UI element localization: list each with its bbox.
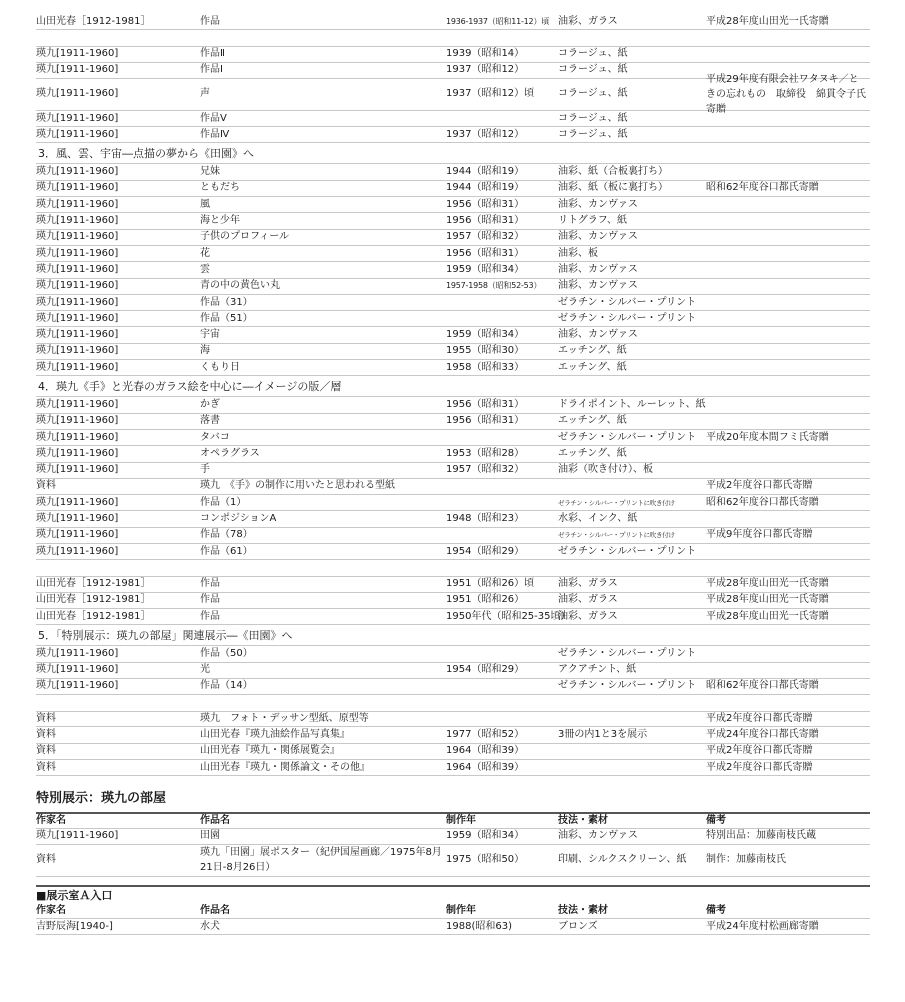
title-cell: 山田光春『瑛九・関係展覧会』 <box>200 745 340 757</box>
title-cell: くもり日 <box>200 361 240 373</box>
title-cell: 作品（50） <box>200 647 253 659</box>
year-cell: 1957（昭和32） <box>446 464 525 476</box>
artist-cell: 瑛九[1911-1960] <box>36 647 119 659</box>
title-cell: 海 <box>200 345 210 357</box>
artist-cell: 山田光春［1912-1981］ <box>36 15 151 27</box>
title-cell: 山田光春『瑛九油絵作品写真集』 <box>200 729 350 741</box>
header-medium-cell: 技法・素材 <box>558 904 608 916</box>
year-cell: 1956（昭和31） <box>446 247 525 259</box>
group-section-5 <box>36 646 870 695</box>
note-cell: 平成20年度本間フミ氏寄贈 <box>706 431 829 443</box>
artist-cell: 瑛九[1911-1960] <box>36 398 119 410</box>
title-cell: かぎ <box>200 398 220 410</box>
title-cell: 瑛九 《手》の制作に用いたと思われる型紙 <box>200 480 395 492</box>
year-cell: 1944（昭和19） <box>446 166 525 178</box>
title-cell: 花 <box>200 247 210 259</box>
artist-cell: 瑛九[1911-1960] <box>36 361 119 373</box>
title-cell: 手 <box>200 464 210 476</box>
artist-cell: 資料 <box>36 745 56 757</box>
year-cell: 1936-1937（昭和11-12）頃 <box>446 16 550 26</box>
year-cell: 1988(昭和63) <box>446 920 512 932</box>
table-row <box>36 279 870 295</box>
title-cell: 作品（14） <box>200 680 253 692</box>
medium-cell: 油彩、カンヴァス <box>558 830 638 842</box>
note-cell: 平成2年度谷口都氏寄贈 <box>706 713 813 725</box>
note-cell: 平成28年度山田光一氏寄贈 <box>706 578 829 590</box>
table-row <box>36 46 870 62</box>
artist-cell: 資料 <box>36 729 56 741</box>
medium-cell: ドライポイント、ルーレット、紙 <box>558 398 706 410</box>
table-row <box>36 164 870 180</box>
artist-cell: 瑛九[1911-1960] <box>36 329 119 341</box>
entrance-table-header <box>36 903 870 919</box>
table-row <box>36 576 870 592</box>
title-cell: 作品（61） <box>200 545 253 557</box>
table-row <box>36 213 870 229</box>
year-cell: 1951（昭和26）頃 <box>446 578 535 590</box>
year-cell: 1957（昭和32） <box>446 231 525 243</box>
table-row <box>36 430 870 446</box>
group-glass-paintings <box>36 576 870 625</box>
year-cell: 1937（昭和12） <box>446 64 525 76</box>
artist-cell: 瑛九[1911-1960] <box>36 182 119 194</box>
medium-cell: ゼラチン・シルバー・プリントに吹き付け <box>558 498 675 507</box>
title-cell: 瑛九「田園」展ポスター（紀伊国屋画廊／1975年8月21日-8月26日） <box>200 847 442 874</box>
table-row <box>36 479 870 495</box>
medium-cell: ブロンズ <box>558 920 598 932</box>
title-cell: 作品（51） <box>200 312 253 324</box>
year-cell: 1977（昭和52） <box>446 729 525 741</box>
medium-cell: エッチング、紙 <box>558 345 627 357</box>
artist-cell: 瑛九[1911-1960] <box>36 247 119 259</box>
table-row <box>36 262 870 278</box>
medium-cell: 油彩、紙（合板裏打ち） <box>558 166 668 178</box>
header-year-cell: 制作年 <box>446 904 476 916</box>
artist-cell: 山田光春［1912-1981］ <box>36 594 151 606</box>
note-cell: 平成9年度谷口都氏寄贈 <box>706 529 813 541</box>
table-row <box>36 197 870 213</box>
group-section-3 <box>36 164 870 376</box>
header-note-cell: 備考 <box>706 904 726 916</box>
note-cell: 制作：加藤南枝氏 <box>706 854 786 866</box>
title-cell: 山田光春『瑛九・関係論文・その他』 <box>200 761 370 773</box>
table-row <box>36 414 870 430</box>
note-cell: 昭和62年度谷口都氏寄贈 <box>706 182 819 194</box>
artist-cell: 資料 <box>36 480 56 492</box>
title-cell: 作品 <box>200 594 220 606</box>
artist-cell: 瑛九[1911-1960] <box>36 513 119 525</box>
table-row <box>36 246 870 262</box>
table-row <box>36 327 870 343</box>
group-materials <box>36 711 870 776</box>
note-cell: 平成24年度谷口都氏寄贈 <box>706 729 819 741</box>
title-cell: 作品（31） <box>200 296 253 308</box>
year-cell: 1959（昭和34） <box>446 830 525 842</box>
title-cell: 作品Ⅳ <box>200 128 230 140</box>
medium-cell: エッチング、紙 <box>558 447 627 459</box>
section-4-heading: 4．瑛九《手》と光春のガラス絵を中心に―イメージの版／層 <box>36 376 870 397</box>
medium-cell: ゼラチン・シルバー・プリント <box>558 296 697 308</box>
artist-cell: 瑛九[1911-1960] <box>36 296 119 308</box>
table-row <box>36 14 870 30</box>
artist-cell: 瑛九[1911-1960] <box>36 312 119 324</box>
title-cell: 作品 <box>200 578 220 590</box>
note-cell: 特別出品：加藤南枝氏蔵 <box>706 830 816 842</box>
year-cell: 1956（昭和31） <box>446 198 525 210</box>
year-cell: 1939（昭和14） <box>446 48 525 60</box>
table-row <box>36 311 870 327</box>
artist-cell: 瑛九[1911-1960] <box>36 447 119 459</box>
artist-cell: 吉野辰海[1940-] <box>36 920 113 932</box>
table-row <box>36 446 870 462</box>
artist-cell: 瑛九[1911-1960] <box>36 48 119 60</box>
title-cell: 水犬 <box>200 920 220 932</box>
note-cell: 昭和62年度谷口都氏寄贈 <box>706 496 819 508</box>
spacer <box>36 30 870 46</box>
header-note-cell: 備考 <box>706 814 726 826</box>
year-cell: 1956（昭和31） <box>446 398 525 410</box>
medium-cell: 油彩、紙（板に裏打ち） <box>558 182 668 194</box>
table-row <box>36 646 870 662</box>
note-cell: 平成28年度山田光一氏寄贈 <box>706 15 829 27</box>
note-cell: 平成2年度谷口都氏寄贈 <box>706 761 813 773</box>
artist-cell: 瑛九[1911-1960] <box>36 280 119 292</box>
year-cell: 1959（昭和34） <box>446 329 525 341</box>
year-cell: 1954（昭和29） <box>446 545 525 557</box>
collection-list-document <box>36 14 870 935</box>
table-row <box>36 463 870 479</box>
title-cell: 作品（78） <box>200 529 253 541</box>
table-row <box>36 73 870 115</box>
spacer <box>36 877 870 885</box>
artist-cell: 瑛九[1911-1960] <box>36 415 119 427</box>
artist-cell: 瑛九[1911-1960] <box>36 198 119 210</box>
title-cell: 田園 <box>200 830 220 842</box>
artist-cell: 瑛九[1911-1960] <box>36 545 119 557</box>
table-row <box>36 593 870 609</box>
table-row <box>36 711 870 727</box>
medium-cell: アクアチント、紙 <box>558 664 637 676</box>
group-section-4 <box>36 397 870 560</box>
table-row <box>36 295 870 311</box>
medium-cell: エッチング、紙 <box>558 361 627 373</box>
table-row <box>36 760 870 776</box>
medium-cell: 油彩、ガラス <box>558 610 618 622</box>
title-cell: 落書 <box>200 415 220 427</box>
artist-cell: 瑛九[1911-1960] <box>36 830 119 842</box>
table-row <box>36 727 870 743</box>
table-row <box>36 544 870 560</box>
header-artist-cell: 作家名 <box>36 814 66 826</box>
artist-cell: 瑛九[1911-1960] <box>36 112 119 124</box>
entrance-title: ■展示室Ａ入口 <box>36 885 870 903</box>
note-cell: 平成2年度谷口都氏寄贈 <box>706 745 813 757</box>
section-3-heading: 3．風、雲、宇宙―点描の夢から《田園》へ <box>36 143 870 164</box>
table-row <box>36 845 870 877</box>
medium-cell: 3冊の内1と3を展示 <box>558 729 648 741</box>
group-collage <box>36 46 870 143</box>
artist-cell: 瑛九[1911-1960] <box>36 215 119 227</box>
medium-cell: コラージュ、紙 <box>558 112 628 124</box>
artist-cell: 資料 <box>36 713 56 725</box>
header-year-cell: 制作年 <box>446 814 476 826</box>
medium-cell: 油彩、ガラス <box>558 594 618 606</box>
table-row <box>36 829 870 845</box>
artist-cell: 瑛九[1911-1960] <box>36 345 119 357</box>
title-cell: 雲 <box>200 263 210 275</box>
table-row <box>36 679 870 695</box>
artist-cell: 瑛九[1911-1960] <box>36 263 119 275</box>
artist-cell: 瑛九[1911-1960] <box>36 128 119 140</box>
medium-cell: ゼラチン・シルバー・プリント <box>558 312 697 324</box>
year-cell: 1956（昭和31） <box>446 415 525 427</box>
medium-cell: ゼラチン・シルバー・プリント <box>558 545 697 557</box>
table-row <box>36 127 870 143</box>
artist-cell: 瑛九[1911-1960] <box>36 431 119 443</box>
table-row <box>36 495 870 511</box>
medium-cell: 油彩、カンヴァス <box>558 198 638 210</box>
medium-cell: コラージュ、紙 <box>558 88 628 100</box>
artist-cell: 山田光春［1912-1981］ <box>36 578 151 590</box>
artist-cell: 瑛九[1911-1960] <box>36 529 119 541</box>
note-cell: 昭和62年度谷口都氏寄贈 <box>706 680 819 692</box>
year-cell: 1964（昭和39） <box>446 745 525 757</box>
year-cell: 1937（昭和12）頃 <box>446 88 535 100</box>
title-cell: 子供のプロフィール <box>200 231 289 243</box>
year-cell: 1964（昭和39） <box>446 761 525 773</box>
title-cell: 作品Ⅴ <box>200 112 227 124</box>
table-row <box>36 397 870 413</box>
medium-cell: 油彩（吹き付け）、板 <box>558 464 653 476</box>
note-cell: 平成29年度有限会社ワタヌキ／ときの忘れもの 取締役 綿貫令子氏寄贈 <box>706 73 866 115</box>
special-table-header <box>36 812 870 828</box>
artist-cell: 瑛九[1911-1960] <box>36 166 119 178</box>
medium-cell: ゼラチン・シルバー・プリント <box>558 680 697 692</box>
artist-cell: 瑛九[1911-1960] <box>36 64 119 76</box>
table-row <box>36 919 870 935</box>
medium-cell: 印刷、シルクスクリーン、紙 <box>558 854 687 866</box>
table-row <box>36 511 870 527</box>
artist-cell: 瑛九[1911-1960] <box>36 680 119 692</box>
title-cell: 作品 <box>200 610 220 622</box>
medium-cell: コラージュ、紙 <box>558 48 628 60</box>
year-cell: 1975（昭和50） <box>446 854 525 866</box>
title-cell: オペラグラス <box>200 447 260 459</box>
section-5-heading: 5．「特別展示：瑛九の部屋」関連展示―《田園》へ <box>36 625 870 646</box>
title-cell: ともだち <box>200 182 240 194</box>
title-cell: 風 <box>200 198 210 210</box>
year-cell: 1948（昭和23） <box>446 513 525 525</box>
note-cell: 平成28年度山田光一氏寄贈 <box>706 594 829 606</box>
year-cell: 1958（昭和33） <box>446 361 525 373</box>
note-cell: 平成28年度山田光一氏寄贈 <box>706 610 829 622</box>
medium-cell: 油彩、ガラス <box>558 578 618 590</box>
header-title-cell: 作品名 <box>200 904 230 916</box>
header-medium-cell: 技法・素材 <box>558 814 608 826</box>
artist-cell: 瑛九[1911-1960] <box>36 88 119 100</box>
medium-cell: エッチング、紙 <box>558 415 627 427</box>
year-cell: 1954（昭和29） <box>446 664 525 676</box>
header-title-cell: 作品名 <box>200 814 230 826</box>
medium-cell: 油彩、板 <box>558 247 598 259</box>
artist-cell: 資料 <box>36 854 56 866</box>
title-cell: 宇宙 <box>200 329 220 341</box>
note-cell: 平成2年度谷口都氏寄贈 <box>706 480 813 492</box>
medium-cell: 油彩、カンヴァス <box>558 329 638 341</box>
table-header-row <box>36 903 870 919</box>
year-cell: 1937（昭和12） <box>446 128 525 140</box>
title-cell: 海と少年 <box>200 215 240 227</box>
year-cell: 1959（昭和34） <box>446 263 525 275</box>
artist-cell: 瑛九[1911-1960] <box>36 664 119 676</box>
artist-cell: 瑛九[1911-1960] <box>36 496 119 508</box>
title-cell: タバコ <box>200 431 230 443</box>
title-cell: 作品Ⅱ <box>200 48 225 60</box>
year-cell: 1953（昭和28） <box>446 447 525 459</box>
artist-cell: 資料 <box>36 761 56 773</box>
title-cell: 作品Ⅰ <box>200 64 223 76</box>
artist-cell: 瑛九[1911-1960] <box>36 231 119 243</box>
entrance-table-body <box>36 919 870 935</box>
title-cell: コンポジションA <box>200 513 277 525</box>
year-cell: 1950年代（昭和25-35頃） <box>446 610 571 622</box>
table-row <box>36 230 870 246</box>
medium-cell: ゼラチン・シルバー・プリントに吹き付け <box>558 531 675 540</box>
year-cell: 1944（昭和19） <box>446 182 525 194</box>
medium-cell: ゼラチン・シルバー・プリント <box>558 647 697 659</box>
artist-cell: 瑛九[1911-1960] <box>36 464 119 476</box>
title-cell: 作品（1） <box>200 496 247 508</box>
header-artist-cell: 作家名 <box>36 904 66 916</box>
table-row <box>36 744 870 760</box>
title-cell: 作品 <box>200 15 220 27</box>
title-cell: 声 <box>200 88 210 100</box>
special-table-body <box>36 829 870 877</box>
table-row <box>36 344 870 360</box>
table-row <box>36 528 870 544</box>
title-cell: 光 <box>200 664 210 676</box>
table-row <box>36 181 870 197</box>
medium-cell: コラージュ、紙 <box>558 64 628 76</box>
medium-cell: コラージュ、紙 <box>558 128 628 140</box>
artist-cell: 山田光春［1912-1981］ <box>36 610 151 622</box>
medium-cell: 油彩、カンヴァス <box>558 231 638 243</box>
year-cell: 1951（昭和26） <box>446 594 525 606</box>
medium-cell: リトグラフ、紙 <box>558 215 627 227</box>
year-cell: 1956（昭和31） <box>446 215 525 227</box>
title-cell: 青の中の黄色い丸 <box>200 280 280 292</box>
medium-cell: 油彩、カンヴァス <box>558 263 638 275</box>
spacer <box>36 695 870 711</box>
note-cell: 平成24年度村松画廊寄贈 <box>706 920 819 932</box>
spacer <box>36 560 870 576</box>
title-cell: 兄妹 <box>200 166 220 178</box>
special-exhibition-title: 特別展示：瑛九の部屋 <box>36 791 167 807</box>
group-top <box>36 14 870 30</box>
year-cell: 1955（昭和30） <box>446 345 525 357</box>
medium-cell: 水彩、インク、紙 <box>558 513 638 525</box>
title-cell: 瑛九 フォト・デッサン型紙、原型等 <box>200 713 369 725</box>
medium-cell: 油彩、カンヴァス <box>558 280 638 292</box>
year-cell: 1957-1958（昭和52-53） <box>446 281 542 291</box>
medium-cell: 油彩、ガラス <box>558 15 618 27</box>
table-row <box>36 609 870 625</box>
table-row <box>36 360 870 376</box>
medium-cell: ゼラチン・シルバー・プリント <box>558 431 697 443</box>
table-header-row <box>36 812 870 828</box>
table-row <box>36 663 870 679</box>
